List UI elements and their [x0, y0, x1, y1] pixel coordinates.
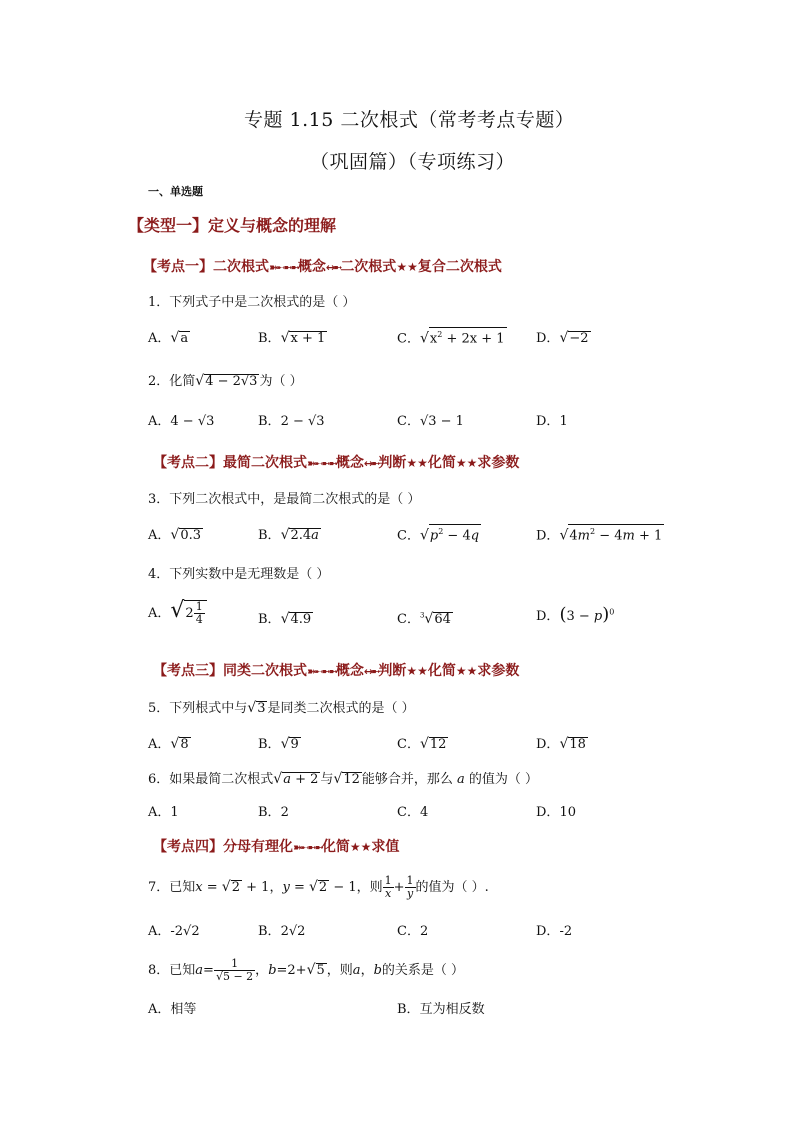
q5-option-d: D．√18 [536, 736, 586, 752]
q1-option-c: C．$√x^2 + 2x + 1$ [397, 327, 507, 346]
star-icon: ★★ [406, 664, 428, 678]
q3-option-d: D．$√4m^2 - 4m + 1$ [536, 524, 664, 543]
q3-option-c: C．$√p^2 - 4q$ [397, 524, 481, 543]
question-1: 1．下列式子中是二次根式的是（ ） [148, 295, 356, 310]
q7-option-b: B．2√2 [258, 924, 306, 939]
q5-option-b: B．√9 [258, 736, 299, 752]
q2-option-a: A．4 − √3 [148, 414, 215, 429]
star-icon: ★★ [349, 840, 372, 854]
q1-option-d: D．√−2 [536, 330, 589, 346]
question-2: 2．化简√4 − 2√3 为（ ） [148, 373, 303, 389]
q5-option-a: A．√8 [148, 736, 189, 752]
q2-option-c: C．√3 − 1 [397, 414, 464, 429]
q4-option-b: B．√4.9 [258, 611, 312, 627]
q6-option-b: B．2 [258, 805, 289, 820]
kaodian-1-heading [143, 256, 502, 276]
q4-option-a: A．√2 $\frac{1}{4}$ [148, 598, 207, 626]
type-heading: 【类型一】定义与概念的理解 [128, 216, 337, 235]
q8-option-b: B．互为相反数 [397, 1002, 485, 1017]
question-6: 6．如果最简二次根式√a + 2 与√12 能够合并，那么 a 的值为（ ） [148, 771, 539, 787]
kaodian-4-heading: 【考点四】分母有理化➽➸➼➼化简★★求值 [153, 839, 400, 855]
q6-option-c: C．4 [397, 805, 429, 820]
q1-option-b: B．√x + 1 [258, 330, 326, 346]
page-title: 专题 1.15 二次根式（常考考点专题） [244, 109, 575, 131]
arrow-icon: ➽➸➼➼ [293, 841, 322, 854]
q8-option-a: A．相等 [148, 1002, 197, 1017]
q6-option-a: A．1 [148, 805, 179, 820]
kaodian-1-title: 【考点一】二次根式 [143, 259, 269, 275]
arrow-icon: ↔➼ [325, 261, 341, 274]
arrow-icon: ➽➸➼➼ [269, 261, 298, 274]
section-heading: 一、单选题 [148, 185, 203, 198]
question-5: 5．下列根式中与√3 是同类二次根式的是（ ） [148, 700, 415, 716]
kaodian-2-heading: 【考点二】最简二次根式➽➸➼➼概念↔➼判断★★化简★★求参数 [153, 455, 520, 471]
q7-option-d: D．-2 [536, 924, 573, 939]
question-3: 3．下列二次根式中，是最简二次根式的是（ ） [148, 492, 421, 507]
kaodian-3-heading: 【考点三】同类二次根式➽➸➼➼概念↔➼判断★★化简★★求参数 [153, 663, 520, 679]
q3-option-a: A．√0.3 [148, 527, 201, 543]
question-8: 8．已知a= $\frac{1}{√5 - 2}$ ，b=2+√5 ，则a，b的关系是（ ） [148, 957, 465, 983]
q3-option-b: B．√2.4a [258, 527, 319, 543]
q2-option-d: D．1 [536, 414, 568, 429]
arrow-icon: ➽➸➼➼ [307, 665, 336, 678]
kaodian-1-concept: 概念 [297, 259, 326, 275]
q4-option-d: D．$(3 - p)^0$ [536, 604, 615, 625]
star-icon: ★★ [455, 456, 478, 470]
q6-option-d: D．10 [536, 805, 576, 820]
q1-option-a: A．√a [148, 330, 189, 346]
star-icon: ★★ [406, 456, 428, 470]
question-4: 4．下列实数中是无理数是（ ） [148, 567, 330, 582]
kaodian-1-mid: 二次根式 [340, 259, 397, 275]
kaodian-1-tail: 复合二次根式 [417, 259, 502, 275]
star-icon: ★★ [455, 664, 478, 678]
question-7: 7．已知x = √2 + 1，y = √2 − 1，则 $\frac{1}{x}$ + $\frac{1}{y}$ 的值为（ ）. [148, 874, 489, 900]
q7-option-c: C．2 [397, 924, 429, 939]
q2-option-b: B．2 − √3 [258, 414, 325, 429]
star-icon: ★★ [396, 260, 418, 274]
q4-option-c: C．$^3$√64 [397, 611, 451, 627]
arrow-icon: ↔➼ [363, 665, 379, 678]
q5-option-c: C．√12 [397, 736, 447, 752]
arrow-icon: ➽➸➼➼ [307, 457, 336, 470]
page-subtitle: （巩固篇）（专项练习） [310, 151, 516, 173]
q7-option-a: A．-2√2 [148, 924, 200, 939]
arrow-icon: ↔➼ [363, 457, 379, 470]
